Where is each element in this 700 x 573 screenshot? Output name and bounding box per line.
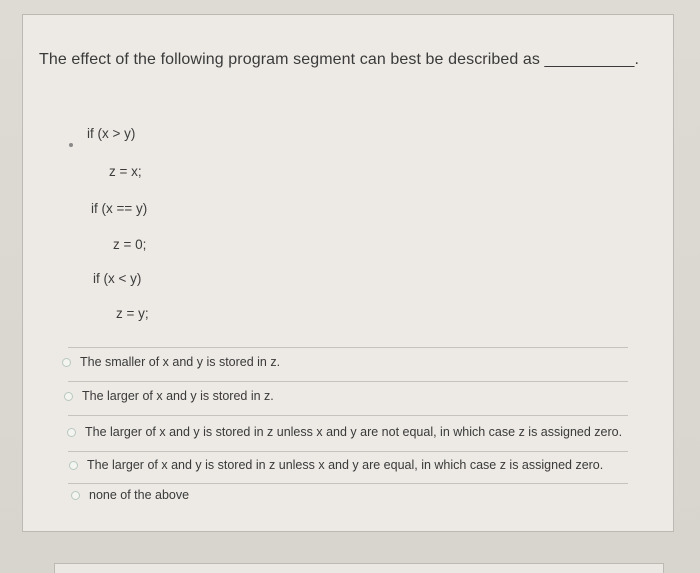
code-line: z = 0; (113, 237, 147, 252)
option-label: The larger of x and y is stored in z unless x and y are equal, in which case z is assigned zero. (87, 458, 604, 472)
code-line: if (x < y) (93, 271, 142, 286)
code-line: z = x; (109, 164, 142, 179)
divider (68, 451, 628, 452)
code-line: if (x > y) (87, 126, 136, 141)
option-2[interactable] (64, 389, 274, 403)
divider (68, 381, 628, 382)
option-4[interactable] (69, 458, 603, 472)
divider (68, 415, 628, 416)
option-1[interactable] (62, 355, 280, 369)
radio-button[interactable] (62, 358, 71, 367)
option-5[interactable] (71, 488, 189, 502)
option-label: The larger of x and y is stored in z. (82, 389, 274, 403)
code-line: if (x == y) (91, 201, 148, 216)
question-card (22, 14, 674, 532)
question-text: The effect of the following program segment can best be described as __________. (39, 51, 640, 68)
radio-button[interactable] (71, 491, 80, 500)
next-question-card (54, 563, 664, 573)
code-line: z = y; (116, 306, 149, 321)
radio-button[interactable] (67, 428, 76, 437)
radio-button[interactable] (69, 461, 78, 470)
divider (68, 347, 628, 348)
stray-mark (69, 143, 73, 147)
option-label: none of the above (89, 488, 190, 502)
divider (68, 483, 628, 484)
option-3[interactable] (67, 425, 622, 439)
option-label: The smaller of x and y is stored in z. (80, 355, 281, 369)
option-label: The larger of x and y is stored in z unless x and y are not equal, in which case z is assigned zero. (85, 425, 623, 439)
radio-button[interactable] (64, 392, 73, 401)
